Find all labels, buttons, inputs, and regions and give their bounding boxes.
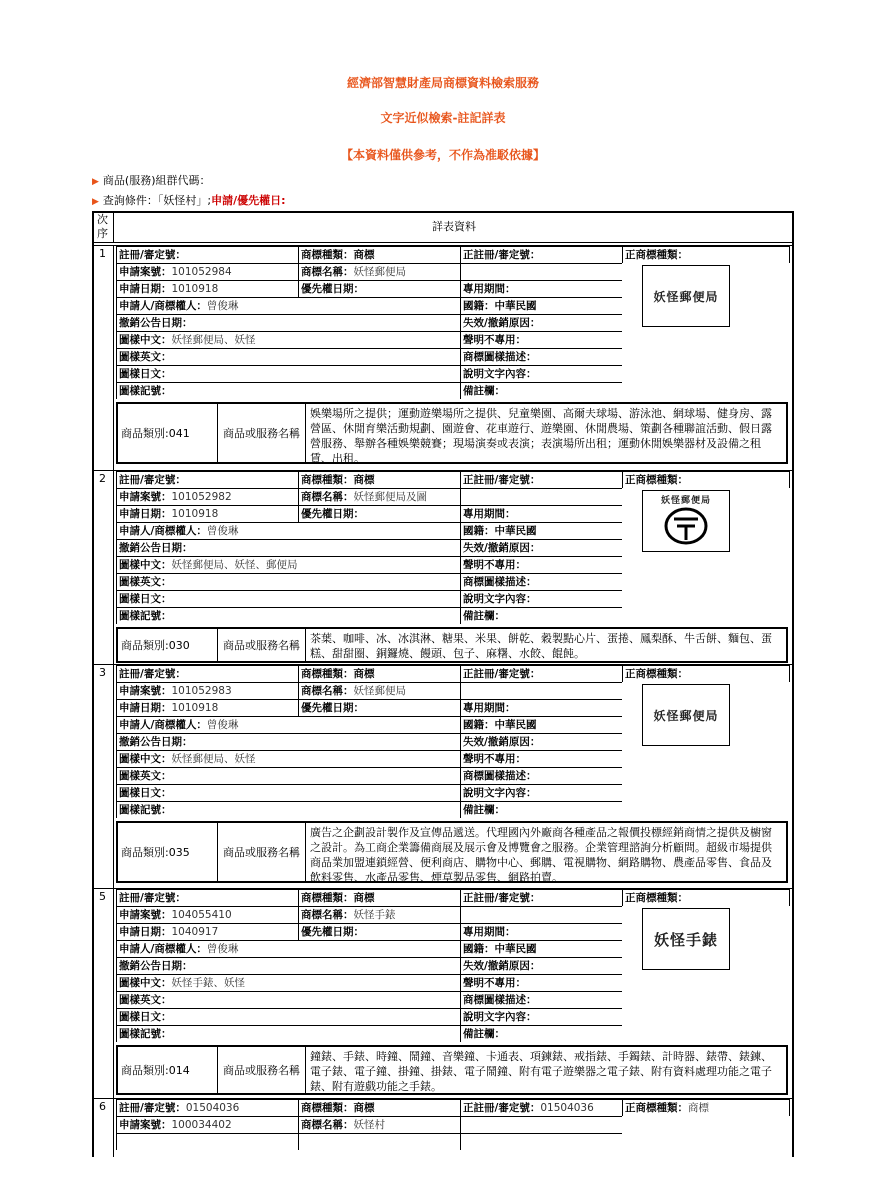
goods-services-text: 娛樂場所之提供；運動遊樂場所之提供、兒童樂園、高爾夫球場、游泳池、網球場、健身房、露營區、休閒育樂活動規劃、園遊會、花車遊行、遊樂園、休閒農場、策劃各種聯誼活動、假日露營服務、舉辦各種娛樂競賽；現場演奏或表演；表演場所出租；運動休閒娛樂器材及設備之租賃、出租。	[310, 407, 772, 465]
app-no-value: 100034402	[171, 1119, 232, 1131]
formal-reg-no-value: 01504036	[540, 1102, 594, 1114]
design-english	[116, 767, 460, 784]
design-description-label: 商標圖樣描述：	[463, 994, 537, 1006]
mark-type-label: 商標種類：商標	[301, 1102, 375, 1114]
applicant-label: 申請人/商標權人：	[119, 300, 207, 312]
revoke-date-label: 撤銷公告日期：	[119, 542, 193, 554]
goods-class-value: 035	[168, 845, 190, 859]
record-row	[114, 974, 794, 991]
goods-services-block	[116, 821, 788, 883]
priority-date-label: 優先權日期：	[301, 702, 364, 714]
reg-no-label: 註冊/審定號：	[119, 249, 186, 261]
goods-class-value: 030	[168, 638, 190, 652]
remark	[460, 801, 622, 818]
description-text-label: 說明文字內容：	[463, 368, 537, 380]
app-date-label: 申請日期：	[119, 283, 172, 295]
formal-reg-no	[460, 665, 622, 682]
disclaimer	[460, 974, 622, 991]
design-english-label: 圖樣英文：	[119, 770, 172, 782]
design-symbol	[116, 607, 460, 624]
term-label: 專用期間：	[463, 702, 516, 714]
query-condition-text: 查詢條件：「妖怪村」;	[102, 194, 212, 207]
app-date-value: 1040917	[171, 926, 219, 938]
nationality	[460, 940, 622, 957]
record-row	[114, 801, 794, 818]
design-chinese	[116, 556, 460, 573]
goods-services-text: 鐘錶、手錶、時鐘、鬧鐘、音樂鐘、卡通表、項鍊錶、戒指錶、手鐲錶、計時器、錶帶、錶鍊、電子錶、電子鐘、掛鐘、掛錶、電子鬧鐘、附有電子遊樂器之電子錶、附有資料處理功能之電子錶、附有遊戲功能之手錶。	[310, 1050, 772, 1093]
disclaimer-label: 聲明不專用：	[463, 559, 526, 571]
applicant-value: 曾俊琳	[206, 943, 239, 955]
design-chinese	[116, 331, 460, 348]
description-text	[460, 365, 622, 382]
design-japanese	[116, 365, 460, 382]
applicant-label: 申請人/商標權人：	[119, 525, 207, 537]
record-row	[114, 348, 794, 365]
description-text-label: 說明文字內容：	[463, 787, 537, 799]
remark-label: 備註欄：	[463, 804, 505, 816]
design-english-label: 圖樣英文：	[119, 351, 172, 363]
applicant	[116, 297, 460, 314]
record-seq: 6	[92, 1098, 114, 1157]
detail-column-header: 詳表資料	[114, 211, 794, 243]
formal-mark-type	[622, 471, 790, 488]
app-no-label: 申請案號：	[119, 685, 172, 697]
record-row	[114, 382, 794, 399]
priority-date	[298, 505, 460, 522]
blank-cell	[460, 488, 622, 505]
disclaimer	[460, 331, 622, 348]
record-row	[114, 331, 794, 348]
goods-class-value: 041	[168, 426, 190, 440]
design-symbol	[116, 382, 460, 399]
goods-group-code-label: 商品(服務)組群代碼：	[102, 174, 211, 187]
nationality-label: 國籍：中華民國	[463, 719, 537, 731]
priority-date-label: 優先權日期：	[301, 926, 364, 938]
reg-no	[116, 665, 298, 682]
record-3	[92, 664, 794, 888]
priority-date-label: 優先權日期：	[301, 283, 364, 295]
seq-column-header: 次序	[92, 211, 114, 243]
record-row	[114, 471, 794, 488]
trademark-image-text: 妖怪郵便局	[653, 289, 719, 304]
design-english	[116, 348, 460, 365]
design-english	[116, 991, 460, 1008]
revoke-reason	[460, 314, 622, 331]
trademark-image	[642, 490, 730, 552]
blank-cell	[460, 1133, 622, 1150]
app-date-label: 申請日期：	[119, 508, 172, 520]
goods-services-text: 廣告之企劃設計製作及宣傳品遞送。代理國內外廠商各種產品之報價投標經銷商情之提供及櫥窗之設計。為工商企業籌備商展及展示會及博覽會之服務。企業管理諮詢分析顧問。超級市場提供商品業加盟連鎖經營、便利商店、購物中心、郵購、電視購物、網路購物、農產品零售、食品及飲料零售、水產品零售、煙草製品零售、網路拍賣。	[310, 826, 772, 884]
mark-name	[298, 682, 460, 699]
mark-name	[298, 906, 460, 923]
applicant	[116, 522, 460, 539]
goods-group-code-line	[92, 172, 211, 188]
priority-date	[298, 923, 460, 940]
priority-date	[298, 699, 460, 716]
mark-name	[298, 488, 460, 505]
goods-class	[118, 1047, 218, 1093]
design-chinese-label: 圖樣中文：	[119, 559, 172, 571]
app-no-label: 申請案號：	[119, 909, 172, 921]
priority-date-label: 優先權日期：	[301, 508, 364, 520]
record-row	[114, 573, 794, 590]
description-text-label: 說明文字內容：	[463, 1011, 537, 1023]
formal-mark-type-label: 正商標種類：	[625, 668, 688, 680]
goods-services-block	[116, 1045, 788, 1095]
applicant	[116, 716, 460, 733]
mark-name-value: 妖怪村	[353, 1119, 385, 1131]
reg-no	[116, 246, 298, 263]
revoke-date	[116, 733, 460, 750]
revoke-date-label: 撤銷公告日期：	[119, 960, 193, 972]
design-japanese-label: 圖樣日文：	[119, 368, 172, 380]
reg-no	[116, 1099, 298, 1116]
blank-cell	[460, 906, 622, 923]
reg-no-label: 註冊/審定號：	[119, 474, 186, 486]
goods-services-label: 商品或服務名稱	[218, 823, 306, 881]
mark-type-label: 商標種類：商標	[301, 249, 375, 261]
record-row	[114, 1025, 794, 1042]
mark-name-value: 妖怪郵便局	[353, 685, 406, 697]
trademark-image	[642, 908, 730, 970]
revoke-date-label: 撤銷公告日期：	[119, 736, 193, 748]
formal-mark-type	[622, 1099, 790, 1116]
record-row	[114, 750, 794, 767]
app-no	[116, 1116, 298, 1133]
triangle-bullet-icon: ▶	[92, 177, 99, 187]
reg-no	[116, 471, 298, 488]
formal-mark-type-label: 正商標種類：	[625, 892, 688, 904]
reg-no-label: 註冊/審定號：	[119, 1102, 186, 1114]
revoke-reason-label: 失效/撤銷原因：	[463, 736, 541, 748]
mark-type-label: 商標種類：商標	[301, 892, 375, 904]
mark-name-label: 商標名稱：	[301, 909, 354, 921]
disclaimer-label: 聲明不專用：	[463, 977, 526, 989]
record-row	[114, 767, 794, 784]
design-chinese	[116, 750, 460, 767]
trademark-image-text: 妖怪郵便局	[660, 495, 711, 506]
design-japanese-label: 圖樣日文：	[119, 1011, 172, 1023]
formal-mark-type	[622, 246, 790, 263]
blank-cell	[460, 263, 622, 280]
term	[460, 923, 622, 940]
app-no	[116, 682, 298, 699]
record-row	[114, 607, 794, 624]
app-date-value: 1010918	[171, 702, 219, 714]
mark-name-label: 商標名稱：	[301, 266, 354, 278]
term-label: 專用期間：	[463, 926, 516, 938]
design-japanese-label: 圖樣日文：	[119, 787, 172, 799]
app-no-value: 101052982	[171, 491, 232, 503]
record-row	[114, 665, 794, 682]
goods-class	[118, 823, 218, 881]
formal-mark-type-label: 正商標種類：	[625, 1102, 688, 1114]
app-date-value: 1010918	[171, 508, 219, 520]
remark-label: 備註欄：	[463, 1028, 505, 1040]
nationality-label: 國籍：中華民國	[463, 300, 537, 312]
design-description-label: 商標圖樣描述：	[463, 576, 537, 588]
mark-name-value: 妖怪手錶	[353, 909, 396, 921]
revoke-reason-label: 失效/撤銷原因：	[463, 960, 541, 972]
mark-type	[298, 1099, 460, 1116]
applicant	[116, 940, 460, 957]
record-seq: 5	[92, 888, 114, 1098]
app-date	[116, 699, 298, 716]
formal-reg-no	[460, 246, 622, 263]
trademark-image	[642, 265, 730, 327]
design-symbol-label: 圖樣記號：	[119, 1028, 172, 1040]
page-title: 經濟部智慧財產局商標資料檢索服務	[346, 76, 539, 90]
revoke-reason	[460, 539, 622, 556]
design-chinese-label: 圖樣中文：	[119, 977, 172, 989]
record-row	[114, 246, 794, 263]
app-date	[116, 923, 298, 940]
remark-label: 備註欄：	[463, 610, 505, 622]
design-japanese	[116, 590, 460, 607]
remark	[460, 382, 622, 399]
app-date	[116, 280, 298, 297]
revoke-date-label: 撤銷公告日期：	[119, 317, 193, 329]
design-japanese	[116, 784, 460, 801]
nationality	[460, 297, 622, 314]
term-label: 專用期間：	[463, 283, 516, 295]
design-description-label: 商標圖樣描述：	[463, 770, 537, 782]
app-no-value: 101052984	[171, 266, 232, 278]
nationality-label: 國籍：中華民國	[463, 525, 537, 537]
description-text	[460, 590, 622, 607]
design-chinese-value: 妖怪郵便局、妖怪	[171, 753, 256, 765]
formal-reg-no-label: 正註冊/審定號：	[463, 1102, 541, 1114]
revoke-date	[116, 314, 460, 331]
disclaimer-label: 聲明不專用：	[463, 334, 526, 346]
app-date-label: 申請日期：	[119, 702, 172, 714]
design-chinese-label: 圖樣中文：	[119, 334, 172, 346]
app-no	[116, 263, 298, 280]
term	[460, 280, 622, 297]
nationality	[460, 522, 622, 539]
mark-type-label: 商標種類：商標	[301, 474, 375, 486]
term	[460, 505, 622, 522]
design-english	[116, 573, 460, 590]
goods-services-text: 茶葉、咖啡、冰、冰淇淋、糖果、米果、餅乾、穀製點心片、蛋捲、鳳梨酥、牛舌餅、麵包、蛋糕、甜甜圈、銅鑼燒、饅頭、包子、麻糬、水餃、餛飩。	[310, 632, 772, 660]
design-english-label: 圖樣英文：	[119, 994, 172, 1006]
formal-reg-no-label: 正註冊/審定號：	[463, 474, 541, 486]
reg-no-label: 註冊/審定號：	[119, 668, 186, 680]
goods-services-label: 商品或服務名稱	[218, 404, 306, 462]
term	[460, 699, 622, 716]
applicant-value: 曾俊琳	[206, 719, 239, 731]
design-symbol-label: 圖樣記號：	[119, 804, 172, 816]
goods-services-label: 商品或服務名稱	[218, 1047, 306, 1093]
formal-reg-no	[460, 471, 622, 488]
app-no-label: 申請案號：	[119, 491, 172, 503]
record-row	[114, 784, 794, 801]
mark-type-label: 商標種類：商標	[301, 668, 375, 680]
design-description	[460, 991, 622, 1008]
reg-no	[116, 889, 298, 906]
design-symbol	[116, 1025, 460, 1042]
mark-name-label: 商標名稱：	[301, 491, 354, 503]
formal-mark-type-value: 商標	[688, 1102, 709, 1114]
design-chinese-value: 妖怪手錶、妖怪	[171, 977, 245, 989]
blank-cell	[116, 1133, 298, 1150]
mark-name-label: 商標名稱：	[301, 1119, 354, 1131]
formal-reg-no	[460, 889, 622, 906]
design-symbol-label: 圖樣記號：	[119, 385, 172, 397]
app-no-value: 101052983	[171, 685, 232, 697]
blank-cell	[460, 1116, 622, 1133]
record-row	[114, 556, 794, 573]
app-date-label: 申請日期：	[119, 926, 172, 938]
record-seq: 3	[92, 664, 114, 888]
record-6	[92, 1098, 794, 1157]
trademark-image	[642, 684, 730, 746]
design-description	[460, 767, 622, 784]
applicant-value: 曾俊琳	[206, 300, 239, 312]
design-symbol-label: 圖樣記號：	[119, 610, 172, 622]
design-japanese-label: 圖樣日文：	[119, 593, 172, 605]
record-row	[114, 991, 794, 1008]
goods-class-label: 商品類別:	[121, 846, 169, 859]
trademark-image-text: 妖怪手錶	[653, 930, 718, 949]
revoke-reason-label: 失效/撤銷原因：	[463, 542, 541, 554]
record-row	[114, 889, 794, 906]
applicant-value: 曾俊琳	[206, 525, 239, 537]
design-chinese-value: 妖怪郵便局、妖怪	[171, 334, 256, 346]
design-japanese	[116, 1008, 460, 1025]
trademark-image-text: 妖怪郵便局	[653, 708, 719, 723]
mark-type	[298, 246, 460, 263]
mark-name	[298, 263, 460, 280]
record-seq: 1	[92, 245, 114, 470]
mark-name-value: 妖怪郵便局及圖	[353, 491, 427, 503]
record-row	[114, 1008, 794, 1025]
query-condition-line	[92, 192, 286, 208]
app-no-value: 104055410	[171, 909, 232, 921]
design-english-label: 圖樣英文：	[119, 576, 172, 588]
priority-date	[298, 280, 460, 297]
mark-type	[298, 665, 460, 682]
remark-label: 備註欄：	[463, 385, 505, 397]
formal-reg-no-label: 正註冊/審定號：	[463, 668, 541, 680]
revoke-reason	[460, 733, 622, 750]
record-seq: 2	[92, 470, 114, 664]
revoke-reason	[460, 957, 622, 974]
postal-logo-icon	[663, 506, 709, 550]
app-date-value: 1010918	[171, 283, 219, 295]
formal-reg-no	[460, 1099, 622, 1116]
description-text	[460, 784, 622, 801]
disclaimer-note: 【本資料僅供參考，不作為准駁依據】	[340, 148, 545, 162]
revoke-reason-label: 失效/撤銷原因：	[463, 317, 541, 329]
remark	[460, 1025, 622, 1042]
reg-no-value: 01504036	[185, 1102, 240, 1114]
design-symbol	[116, 801, 460, 818]
record-row	[114, 1099, 794, 1116]
goods-class	[118, 629, 218, 661]
formal-reg-no-label: 正註冊/審定號：	[463, 249, 541, 261]
goods-services-block	[116, 402, 788, 464]
record-row	[114, 1133, 794, 1150]
mark-name-value: 妖怪郵便局	[353, 266, 406, 278]
formal-mark-type	[622, 665, 790, 682]
design-description-label: 商標圖樣描述：	[463, 351, 537, 363]
mark-name	[298, 1116, 460, 1133]
mark-name-label: 商標名稱：	[301, 685, 354, 697]
applicant-label: 申請人/商標權人：	[119, 943, 207, 955]
record-row	[114, 365, 794, 382]
design-description	[460, 348, 622, 365]
mark-type	[298, 471, 460, 488]
applicant-label: 申請人/商標權人：	[119, 719, 207, 731]
app-no	[116, 906, 298, 923]
description-text	[460, 1008, 622, 1025]
goods-services-label: 商品或服務名稱	[218, 629, 306, 661]
disclaimer	[460, 750, 622, 767]
app-no-label: 申請案號：	[119, 1119, 172, 1131]
record-2	[92, 470, 794, 664]
nationality	[460, 716, 622, 733]
record-row	[114, 590, 794, 607]
disclaimer	[460, 556, 622, 573]
blank-cell	[298, 1133, 460, 1150]
remark	[460, 607, 622, 624]
record-5	[92, 888, 794, 1098]
design-chinese-value: 妖怪郵便局、妖怪、郵便局	[171, 559, 298, 571]
formal-reg-no-label: 正註冊/審定號：	[463, 892, 541, 904]
mark-type	[298, 889, 460, 906]
goods-class-label: 商品類別:	[121, 1064, 169, 1077]
description-text-label: 說明文字內容：	[463, 593, 537, 605]
blank-cell	[460, 682, 622, 699]
formal-mark-type-label: 正商標種類：	[625, 249, 688, 261]
design-chinese-label: 圖樣中文：	[119, 753, 172, 765]
formal-mark-type	[622, 889, 790, 906]
app-no	[116, 488, 298, 505]
goods-class-label: 商品類別:	[121, 427, 169, 440]
page-subtitle: 文字近似檢索-註記詳表	[380, 111, 506, 125]
goods-class-label: 商品類別:	[121, 639, 169, 652]
goods-class-value: 014	[168, 1063, 190, 1077]
revoke-date	[116, 957, 460, 974]
reg-no-label: 註冊/審定號：	[119, 892, 186, 904]
query-date-label: 申請/優先權日:	[211, 194, 286, 207]
goods-services-block	[116, 627, 788, 663]
term-label: 專用期間：	[463, 508, 516, 520]
disclaimer-label: 聲明不專用：	[463, 753, 526, 765]
design-chinese	[116, 974, 460, 991]
formal-mark-type-label: 正商標種類：	[625, 474, 688, 486]
goods-class	[118, 404, 218, 462]
triangle-bullet-icon: ▶	[92, 197, 99, 207]
record-1	[92, 245, 794, 470]
app-no-label: 申請案號：	[119, 266, 172, 278]
nationality-label: 國籍：中華民國	[463, 943, 537, 955]
app-date	[116, 505, 298, 522]
record-row	[114, 1116, 794, 1133]
revoke-date	[116, 539, 460, 556]
design-description	[460, 573, 622, 590]
